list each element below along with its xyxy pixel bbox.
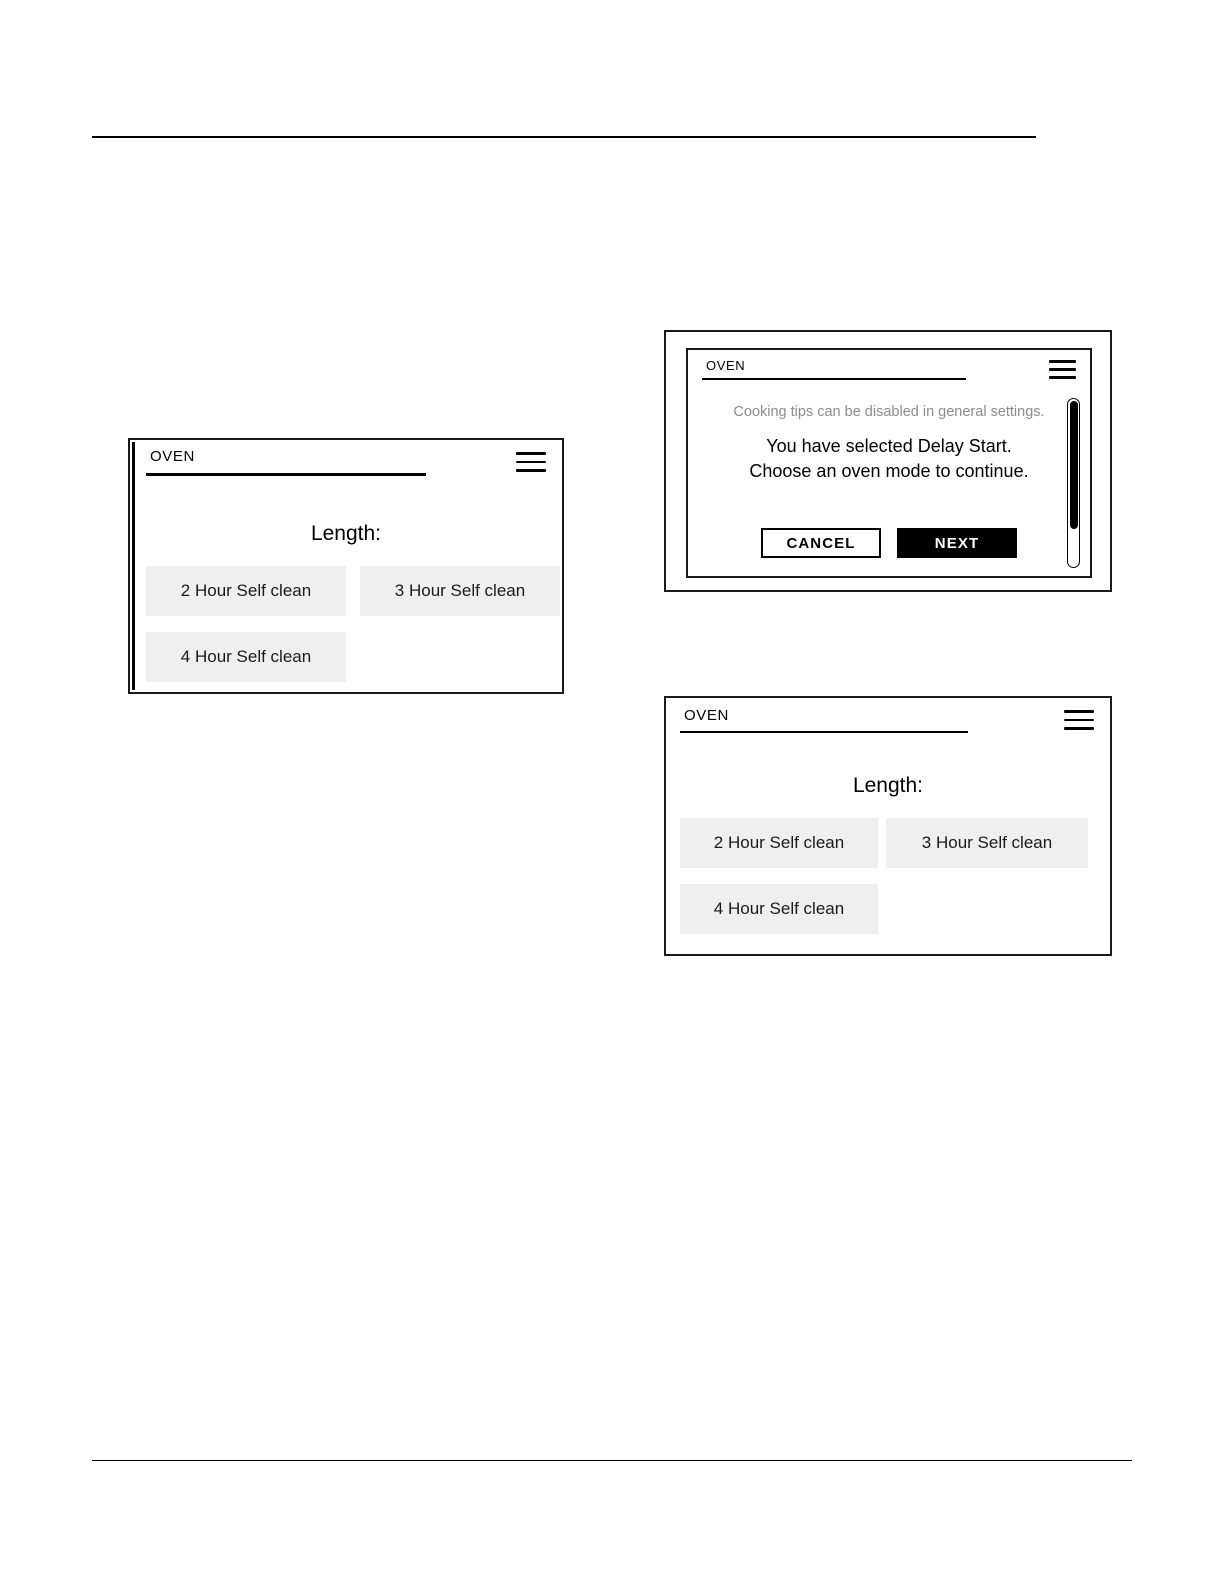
panel-title: OVEN bbox=[684, 707, 729, 724]
cancel-button[interactable]: CANCEL bbox=[761, 528, 881, 558]
length-label: Length: bbox=[310, 522, 382, 545]
hamburger-bar bbox=[1064, 719, 1094, 722]
option-3-hour-self-clean[interactable]: 3 Hour Self clean bbox=[360, 566, 560, 616]
hamburger-bar bbox=[516, 452, 546, 455]
title-underline bbox=[702, 378, 966, 380]
delay-start-message-line-2: Choose an oven mode to continue. bbox=[749, 461, 1029, 481]
title-underline bbox=[680, 731, 968, 733]
screen-left-edge-bar bbox=[132, 442, 135, 690]
panel-title: OVEN bbox=[150, 448, 195, 465]
hamburger-bar bbox=[516, 461, 546, 464]
option-2-hour-self-clean[interactable]: 2 Hour Self clean bbox=[680, 818, 878, 868]
delay-start-message bbox=[688, 434, 1090, 484]
hamburger-bar bbox=[516, 469, 546, 472]
hamburger-bar bbox=[1049, 376, 1076, 379]
hamburger-bar bbox=[1049, 368, 1076, 371]
panel-title: OVEN bbox=[706, 358, 746, 373]
scrollbar-thumb[interactable] bbox=[1070, 401, 1078, 529]
hamburger-menu-icon[interactable] bbox=[1049, 360, 1076, 380]
delay-start-message-line-1: You have selected Delay Start. bbox=[766, 436, 1012, 456]
dialog-button-row bbox=[688, 528, 1090, 558]
option-2-hour-self-clean[interactable]: 2 Hour Self clean bbox=[146, 566, 346, 616]
oven-length-screen-left bbox=[128, 438, 564, 694]
hamburger-menu-icon[interactable] bbox=[1064, 710, 1094, 732]
hamburger-menu-icon[interactable] bbox=[516, 452, 546, 474]
option-3-hour-self-clean[interactable]: 3 Hour Self clean bbox=[886, 818, 1088, 868]
title-underline bbox=[146, 473, 426, 476]
hamburger-bar bbox=[1049, 360, 1076, 363]
oven-delay-start-tip-screen bbox=[664, 330, 1112, 592]
hamburger-bar bbox=[1064, 710, 1094, 713]
inner-screen-bezel bbox=[686, 348, 1092, 578]
next-button[interactable]: NEXT bbox=[897, 528, 1017, 558]
oven-length-screen-right bbox=[664, 696, 1112, 956]
option-4-hour-self-clean[interactable]: 4 Hour Self clean bbox=[680, 884, 878, 934]
hamburger-bar bbox=[1064, 727, 1094, 730]
cooking-tip-text: Cooking tips can be disabled in general settings. bbox=[733, 404, 1045, 420]
length-label: Length: bbox=[852, 774, 924, 797]
page-rule-bottom bbox=[92, 1460, 1132, 1461]
vertical-scrollbar[interactable] bbox=[1067, 398, 1080, 568]
option-4-hour-self-clean[interactable]: 4 Hour Self clean bbox=[146, 632, 346, 682]
page-rule-top bbox=[92, 136, 1036, 138]
